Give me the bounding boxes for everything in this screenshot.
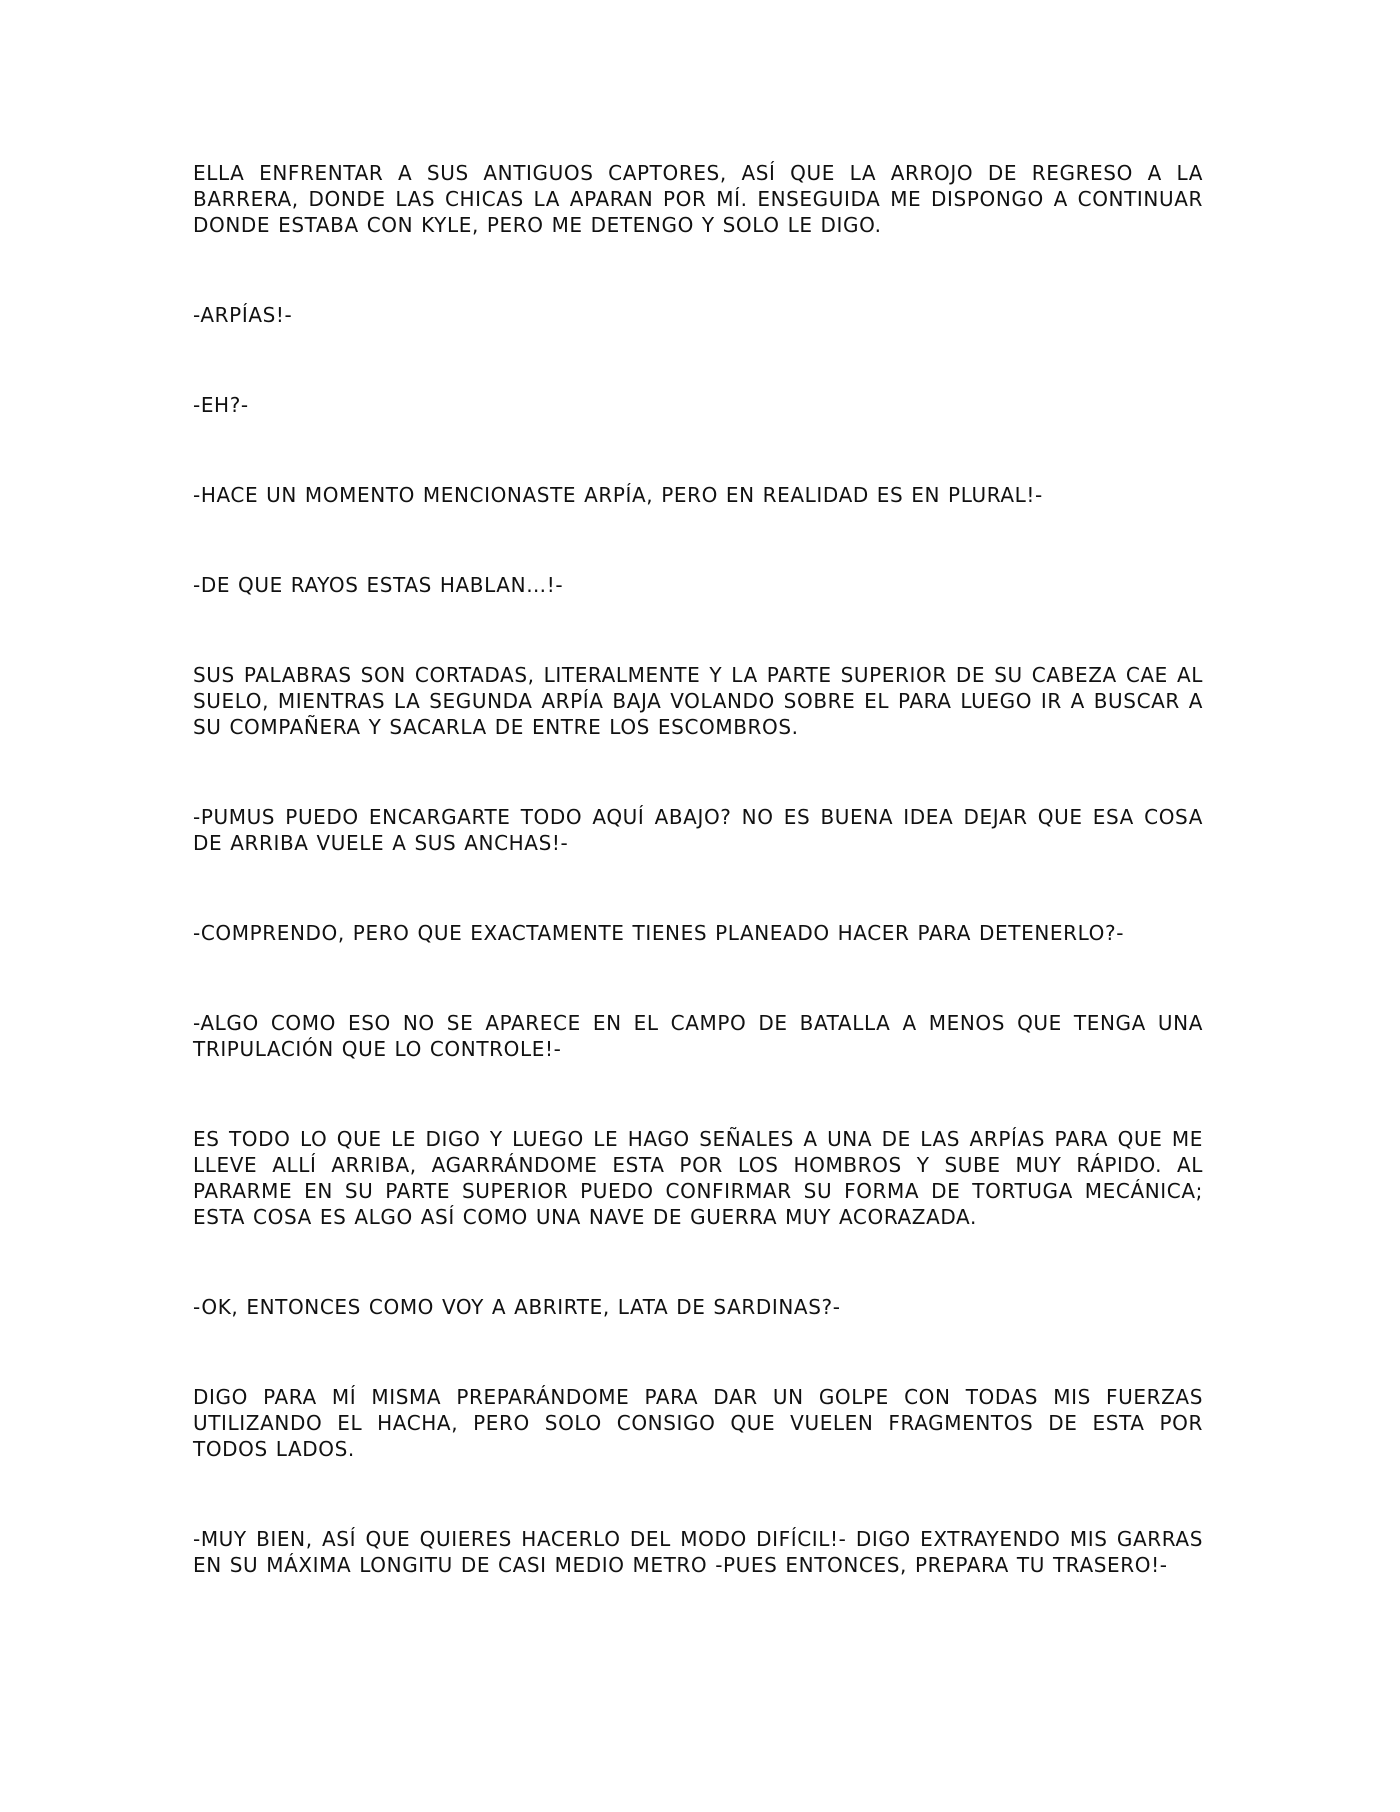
paragraph-dialogue: -ARPÍAS!-: [193, 303, 293, 327]
paragraph-dialogue: -DE QUE RAYOS ESTAS HABLAN…!-: [193, 573, 564, 597]
paragraph-dialogue: -PUMUS PUEDO ENCARGARTE TODO AQUÍ ABAJO? NO ES BUENA IDEA DEJAR QUE ESA COSA DE ARRIBA VUELE A SUS ANCHAS!-: [193, 805, 1203, 855]
paragraph-dialogue: -MUY BIEN, ASÍ QUE QUIERES HACERLO DEL MODO DIFÍCIL!- DIGO EXTRAYENDO MIS GARRAS EN SU MÁXIMA LONGITU DE CASI MEDIO METRO -PUES ENTONCES, PREPARA TU TRASERO!-: [193, 1527, 1203, 1577]
paragraph-narration: ELLA ENFRENTAR A SUS ANTIGUOS CAPTORES, ASÍ QUE LA ARROJO DE REGRESO A LA BARRERA, DONDE LAS CHICAS LA APARAN POR MÍ. ENSEGUIDA ME DISPONGO A CONTINUAR DONDE ESTABA CON KYLE, PERO ME DETENGO Y SOLO LE DIGO.: [193, 161, 1203, 237]
paragraph-dialogue: -OK, ENTONCES COMO VOY A ABRIRTE, LATA DE SARDINAS?-: [193, 1295, 841, 1319]
paragraph-dialogue: -HACE UN MOMENTO MENCIONASTE ARPÍA, PERO EN REALIDAD ES EN PLURAL!-: [193, 483, 1043, 507]
text-column: [193, 160, 1203, 1578]
paragraph-narration: ES TODO LO QUE LE DIGO Y LUEGO LE HAGO SEÑALES A UNA DE LAS ARPÍAS PARA QUE ME LLEVE ALLÍ ARRIBA, AGARRÁNDOME ESTA POR LOS HOMBROS Y SUBE MUY RÁPIDO. AL PARARME EN SU PARTE SUPERIOR PUEDO CONFIRMAR SU FORMA DE TORTUGA MECÁNICA; ESTA COSA ES ALGO ASÍ COMO UNA NAVE DE GUERRA MUY ACORAZADA.: [193, 1127, 1203, 1229]
paragraph-dialogue: -EH?-: [193, 393, 249, 417]
paragraph-dialogue: -COMPRENDO, PERO QUE EXACTAMENTE TIENES PLANEADO HACER PARA DETENERLO?-: [193, 921, 1125, 945]
paragraph-narration: SUS PALABRAS SON CORTADAS, LITERALMENTE Y LA PARTE SUPERIOR DE SU CABEZA CAE AL SUELO, MIENTRAS LA SEGUNDA ARPÍA BAJA VOLANDO SOBRE EL PARA LUEGO IR A BUSCAR A SU COMPAÑERA Y SACARLA DE ENTRE LOS ESCOMBROS.: [193, 663, 1203, 739]
paragraph-narration: DIGO PARA MÍ MISMA PREPARÁNDOME PARA DAR UN GOLPE CON TODAS MIS FUERZAS UTILIZANDO EL HACHA, PERO SOLO CONSIGO QUE VUELEN FRAGMENTOS DE ESTA POR TODOS LADOS.: [193, 1385, 1203, 1461]
paragraph-dialogue: -ALGO COMO ESO NO SE APARECE EN EL CAMPO DE BATALLA A MENOS QUE TENGA UNA TRIPULACIÓN QUE LO CONTROLE!-: [193, 1011, 1203, 1061]
